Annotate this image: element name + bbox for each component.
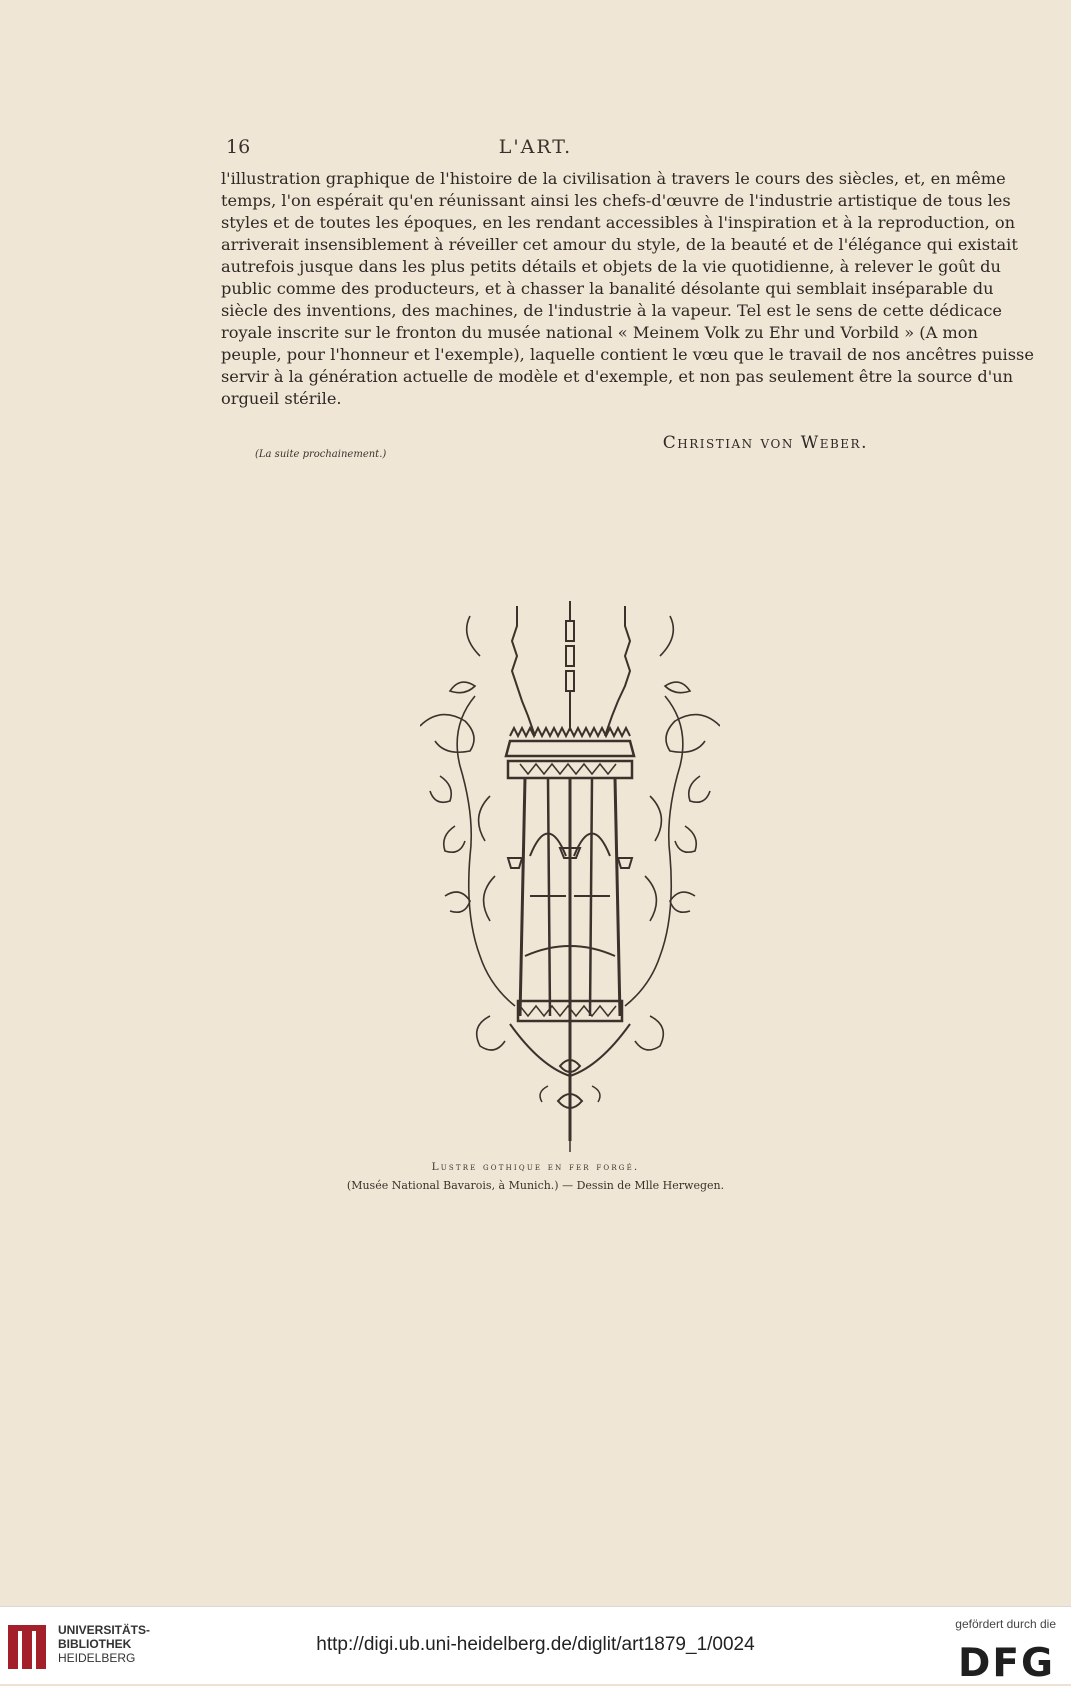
permalink-url[interactable]: http://digi.ub.uni-heidelberg.de/diglit/art1879_1/0024 — [316, 1634, 755, 1655]
library-name-line: BIBLIOTHEK — [58, 1637, 132, 1651]
gothic-chandelier-illustration — [420, 596, 720, 1152]
chandelier-drawing — [420, 601, 720, 1152]
figure-caption-title: Lustre gothique en fer forgé. — [431, 1161, 640, 1173]
funded-by-label: gefördert durch die — [955, 1617, 1056, 1631]
body-line: temps, l'on espérait qu'en réunissant ainsi les chefs-d'œuvre de l'industrie artistique de tous les — [221, 191, 1011, 210]
body-line: autrefois jusque dans les plus petits détails et objets de la vie quotidienne, à relever le goût du — [221, 257, 1001, 276]
body-line: peuple, pour l'honneur et l'exemple), laquelle contient le vœu que le travail de nos ancêtres puisse — [221, 345, 1034, 364]
body-line: royale inscrite sur le fronton du musée national « Meinem Volk zu Ehr und Vorbild » (A mon — [221, 323, 978, 342]
footer-bar — [0, 1606, 1071, 1684]
page-header — [0, 136, 1071, 160]
figure-caption-credit: (Musée National Bavarois, à Munich.) — Dessin de Mlle Herwegen. — [346, 1179, 725, 1192]
dfg-logo: DFG — [957, 1641, 1055, 1686]
continuation-note: (La suite prochainement.) — [255, 449, 387, 460]
library-name-line: UNIVERSITÄTS- — [58, 1623, 151, 1637]
body-line: l'illustration graphique de l'histoire de la civilisation à travers le cours des siècles, et, en même — [221, 169, 1006, 188]
author-signature: Christian von Weber. — [662, 433, 868, 453]
body-line: orgueil stérile. — [221, 389, 342, 408]
crown — [506, 728, 634, 778]
library-name-line: HEIDELBERG — [58, 1651, 136, 1665]
article-body — [221, 168, 1034, 410]
body-line: public comme des producteurs, et à chasser la banalité désolante qui semblait inséparable du — [221, 279, 994, 298]
cage — [520, 778, 620, 1026]
body-line: styles et de toutes les époques, en les rendant accessibles à l'inspiration et à la reproduction, on — [221, 213, 1016, 232]
body-line: servir à la génération actuelle de modèle et d'exemple, et non pas seulement être la source d'un — [221, 367, 1014, 386]
finial — [540, 1026, 600, 1152]
page-number: 16 — [226, 136, 251, 158]
chains — [512, 601, 630, 736]
body-line: siècle des inventions, des machines, de l'industrie à la vapeur. Tel est le sens de cette dédicace — [221, 301, 1002, 320]
running-title: L'ART. — [498, 136, 573, 158]
body-line: arriverait insensiblement à réveiller cet amour du style, de la beauté et de l'élégance qui existait — [221, 235, 1018, 254]
